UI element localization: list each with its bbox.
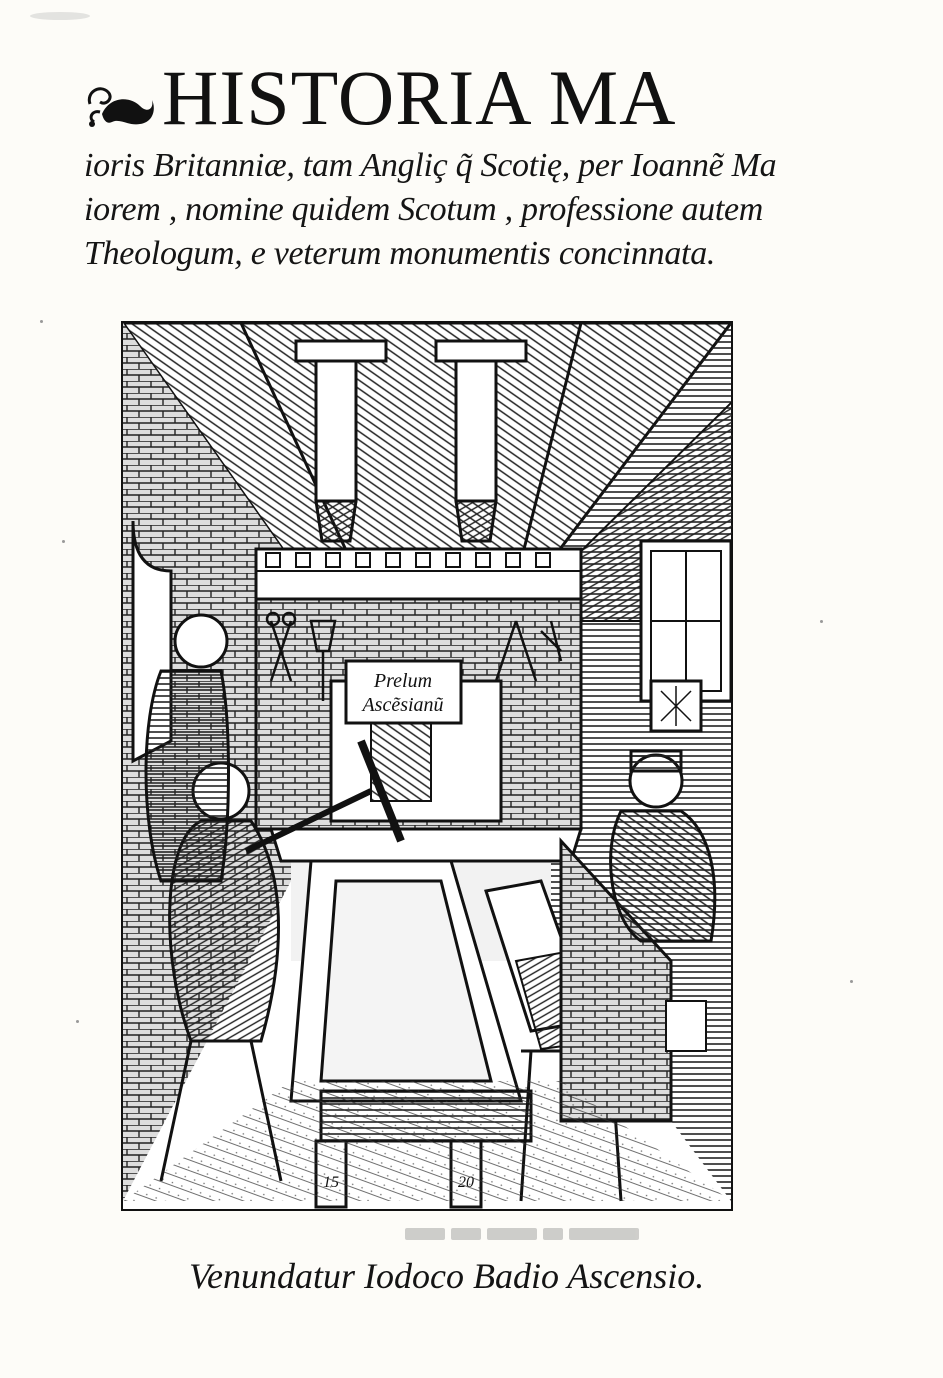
title-block xyxy=(84,54,864,276)
title-line-1: ioris Britanniæ, tam Angliç q̃ Scotię, per Ioannẽ Ma xyxy=(84,147,777,184)
paper-speck xyxy=(62,540,65,543)
paper-stain xyxy=(30,12,90,20)
stamp-mark xyxy=(405,1228,445,1240)
title-line-2: iorem , nomine quidem Scotum , professione autem xyxy=(84,191,764,228)
stamp-mark xyxy=(487,1228,537,1240)
sign-line-1: Prelum xyxy=(373,670,433,692)
paper-speck xyxy=(76,1020,79,1023)
stamp-mark xyxy=(569,1228,639,1240)
stamp-mark xyxy=(451,1228,481,1240)
library-stamp xyxy=(405,1228,775,1250)
title-line-3: Theologum, e veterum monumentis concinnata. xyxy=(84,235,716,272)
imprint-line: Venundatur Iodoco Badio Ascensio. xyxy=(189,1256,705,1296)
fleuron-ornament-icon xyxy=(84,78,156,134)
woodcut-illustration xyxy=(121,321,733,1211)
platen xyxy=(271,829,581,861)
title-heading: HISTORIA MA xyxy=(162,54,677,141)
sign-line-2: Ascẽsianũ xyxy=(362,694,444,716)
stamp-mark xyxy=(543,1228,563,1240)
paper-speck xyxy=(820,620,823,623)
paper-speck xyxy=(40,320,43,323)
printing-press-woodcut xyxy=(121,321,733,1211)
title-first-line xyxy=(84,54,864,141)
paper-speck xyxy=(850,980,853,983)
